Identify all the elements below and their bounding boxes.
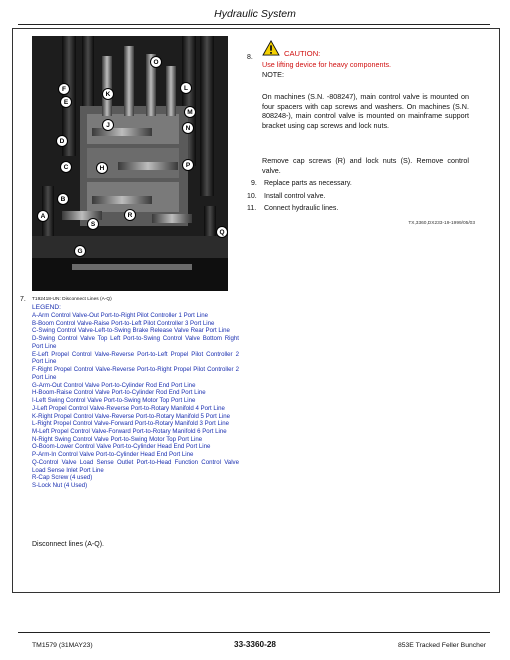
legend-list: [32, 312, 239, 490]
figure-id: T192418-UN: Disconnect Lines (A-Q): [32, 297, 112, 302]
callout-d: D: [56, 135, 68, 147]
legend-item: E-Left Propel Control Valve-Reverse Port-to-Left Propel Pilot Controller 2 Port Line: [32, 350, 239, 366]
callout-a: A: [37, 210, 49, 222]
callout-g: G: [74, 245, 86, 257]
callout-h: H: [96, 162, 108, 174]
legend-item: H-Boom-Raise Control Valve Port-to-Cylinder Rod End Port Line: [32, 389, 206, 397]
legend-item: Q-Control Valve Load Sense Outlet Port-to-Head Function Control Valve Load Sense Inlet Port Line: [32, 458, 239, 474]
step-10-number: 10.: [247, 193, 257, 200]
caution-warning-icon: [262, 40, 280, 56]
step-9-number: 9.: [251, 180, 257, 187]
callout-o: O: [150, 56, 162, 68]
page-header-title: Hydraulic System: [214, 8, 296, 20]
legend-item: C-Swing Control Valve-Left-to-Swing Brake Release Valve Rear Port Line: [32, 327, 230, 335]
callout-q: Q: [216, 226, 228, 238]
callout-e: E: [60, 96, 72, 108]
legend-item: J-Left Propel Control Valve-Reverse Port-to-Rotary Manifold 4 Port Line: [32, 404, 225, 412]
legend-item: G-Arm-Out Control Valve Port-to-Cylinder Rod End Port Line: [32, 381, 196, 389]
callout-b: B: [57, 193, 69, 205]
legend-item: L-Right Propel Control Valve-Forward Port-to-Rotary Manifold 3 Port Line: [32, 420, 229, 428]
step-9-text: Replace parts as necessary.: [264, 180, 352, 187]
legend-item: R-Cap Screw (4 used): [32, 474, 93, 482]
note-label: NOTE:: [262, 70, 284, 79]
step-11-number: 11.: [247, 205, 257, 212]
callout-l: L: [180, 82, 192, 94]
callout-k: K: [102, 88, 114, 100]
callout-p: P: [182, 159, 194, 171]
legend-item: F-Right Propel Control Valve-Reverse Port-to-Right Propel Pilot Controller 2 Port Line: [32, 366, 239, 381]
callout-r: R: [124, 209, 136, 221]
disconnect-instruction: Disconnect lines (A-Q).: [32, 541, 104, 548]
legend-title: LEGEND:: [32, 304, 61, 311]
step-11-text: Connect hydraulic lines.: [264, 205, 339, 212]
callout-j: J: [102, 119, 114, 131]
header-rule: [18, 24, 490, 25]
footer-manual-id: TM1579 (31MAY23): [32, 642, 93, 649]
legend-item: K-Right Propel Control Valve-Reverse Port-to-Rotary Manifold 5 Port Line: [32, 412, 231, 420]
legend-item: S-Lock Nut (4 Used): [32, 482, 88, 490]
footer-machine-name: 853E Tracked Feller Buncher: [397, 642, 486, 649]
caution-title: CAUTION:: [284, 49, 321, 58]
legend-item: A-Arm Control Valve-Out Port-to-Right Pilot Controller 1 Port Line: [32, 312, 208, 319]
callout-c: C: [60, 161, 72, 173]
remove-instruction: Remove cap screws (R) and lock nuts (S). Remove control valve.: [262, 156, 469, 175]
legend-item: O-Boom-Lower Control Valve Port-to-Cylinder Head End Port Line: [32, 443, 211, 451]
callout-s: S: [87, 218, 99, 230]
caution-text: Use lifting device for heavy components.: [262, 60, 392, 69]
legend-item: B-Boom Control Valve-Raise Port-to-Left Pilot Controller 3 Port Line: [32, 319, 215, 327]
callout-f: F: [58, 83, 70, 95]
note-paragraph: On machines (S.N. -808247), main control valve is mounted on four spacers with cap screws and washers. On machines (S.N. 808248-), main control valve is mounted on mainframe support bracket using cap screws and lock nuts.: [262, 92, 469, 131]
footer-page-number: 33-3360-28: [234, 640, 276, 649]
footer-rule: [18, 632, 490, 633]
step-10-text: Install control valve.: [264, 193, 326, 200]
legend-item: M-Left Propel Control Valve-Forward Port-to-Rotary Manifold 6 Port Line: [32, 428, 227, 436]
legend-item: N-Right Swing Control Valve Port-to-Swing Motor Top Port Line: [32, 435, 203, 443]
step-8-number: 8.: [247, 54, 253, 61]
callout-m: M: [184, 106, 196, 118]
callout-n: N: [182, 122, 194, 134]
legend-item: P-Arm-In Control Valve Port-to-Cylinder Head End Port Line: [32, 451, 194, 459]
legend-item: I-Left Swing Control Valve Port-to-Swing Motor Top Port Line: [32, 397, 196, 405]
document-id: TX,3360,DX233-19-1999/05/03: [408, 221, 475, 226]
step-7-number: 7.: [20, 296, 26, 303]
control-valve-photo: [32, 36, 228, 291]
legend-item: D-Swing Control Valve Top Left Port-to-Swing Control Valve Bottom Right Port Line: [32, 335, 239, 350]
